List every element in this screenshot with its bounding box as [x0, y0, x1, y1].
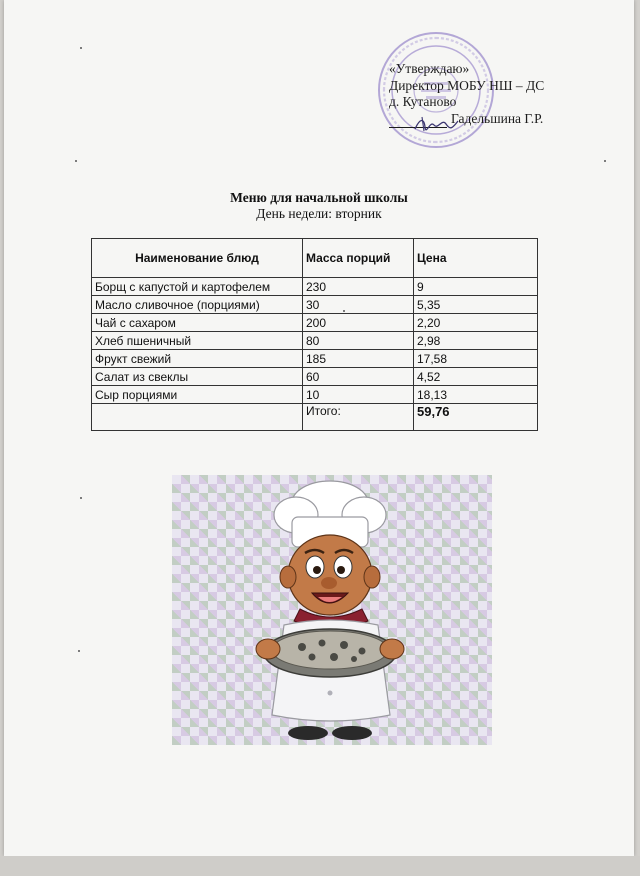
- total-empty-cell: [92, 404, 303, 431]
- portion-mass: 10: [303, 386, 414, 404]
- table-row: [92, 368, 538, 386]
- price: 2,98: [414, 332, 538, 350]
- document-title: Меню для начальной школы: [230, 190, 408, 205]
- total-value: 59,76: [414, 404, 538, 431]
- handwritten-signature-icon: [412, 115, 460, 135]
- approval-signatory: Гадельшина Г.Р.: [451, 110, 544, 126]
- table-header-row: [92, 239, 538, 278]
- paper-speck: [343, 310, 345, 312]
- dish-name: Борщ с капустой и картофелем: [92, 278, 303, 296]
- dish-name: Фрукт свежий: [92, 350, 303, 368]
- dish-name: Чай с сахаром: [92, 314, 303, 332]
- paper-speck: [604, 160, 606, 162]
- table-total-row: [92, 404, 538, 431]
- paper-speck: [80, 47, 82, 49]
- total-label: Итого:: [303, 404, 414, 431]
- price: 4,52: [414, 368, 538, 386]
- portion-mass: 230: [303, 278, 414, 296]
- table-row: [92, 386, 538, 404]
- table-row: [92, 278, 538, 296]
- portion-mass: 185: [303, 350, 414, 368]
- table-row: [92, 314, 538, 332]
- dish-name: Сыр порциями: [92, 386, 303, 404]
- header-price: Цена: [414, 239, 538, 278]
- price: 2,20: [414, 314, 538, 332]
- table-row: [92, 350, 538, 368]
- price: 17,58: [414, 350, 538, 368]
- table-row: [92, 296, 538, 314]
- paper-speck: [80, 497, 82, 499]
- dish-name: Салат из свеклы: [92, 368, 303, 386]
- portion-mass: 60: [303, 368, 414, 386]
- paper-speck: [78, 650, 80, 652]
- price: 18,13: [414, 386, 538, 404]
- table-row: [92, 332, 538, 350]
- approval-line-location: д. Кутаново: [389, 94, 457, 109]
- dish-name: Хлеб пшеничный: [92, 332, 303, 350]
- dish-name: Масло сливочное (порциями): [92, 296, 303, 314]
- approval-line-position: Директор МОБУ НШ – ДС: [389, 77, 545, 93]
- header-portion-mass: Масса порций: [303, 239, 414, 278]
- paper-speck: [75, 160, 77, 162]
- approval-line-approve: «Утверждаю»: [389, 61, 470, 76]
- chef-with-pizza-icon: [172, 475, 492, 745]
- portion-mass: 200: [303, 314, 414, 332]
- document-page: [4, 0, 634, 856]
- document-subtitle: День недели: вторник: [256, 206, 382, 221]
- header-dish-name: Наименование блюд: [92, 239, 303, 278]
- menu-table: [91, 238, 538, 431]
- portion-mass: 30: [303, 296, 414, 314]
- chef-illustration: [172, 475, 492, 745]
- price: 5,35: [414, 296, 538, 314]
- portion-mass: 80: [303, 332, 414, 350]
- scan-bottom-edge: [0, 856, 640, 876]
- price: 9: [414, 278, 538, 296]
